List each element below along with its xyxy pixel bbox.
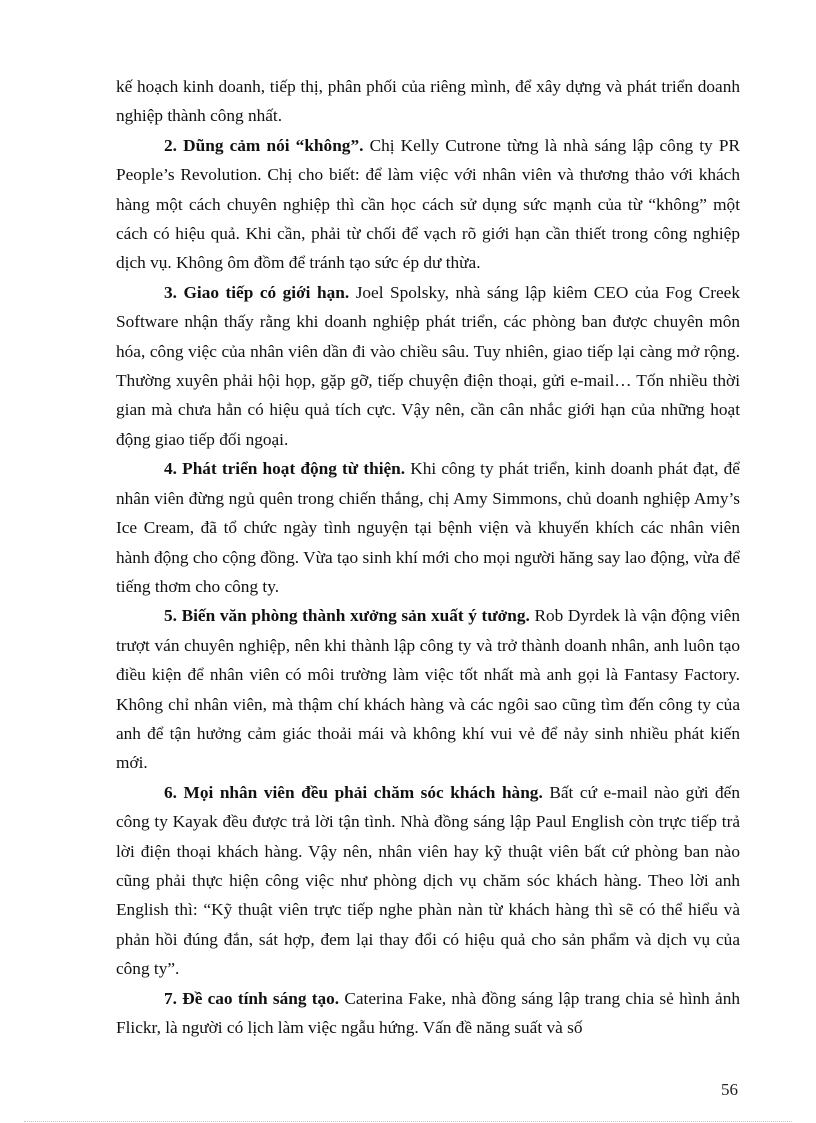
item-heading: 2. Dũng cảm nói “không”. [164,135,364,155]
document-page [116,72,740,1042]
item-paragraph [116,278,740,454]
item-heading: 7. Đề cao tính sáng tạo. [164,988,340,1008]
item-heading: 6. Mọi nhân viên đều phải chăm sóc khách hàng. [164,782,543,802]
item-heading: 5. Biến văn phòng thành xưởng sản xuất ý tưởng. [164,606,530,626]
item-heading: 4. Phát triển hoạt động từ thiện. [164,459,406,479]
page-number: 56 [721,1080,738,1099]
item-paragraph [116,601,740,777]
intro-paragraph: kế hoạch kinh doanh, tiếp thị, phân phối của riêng mình, để xây dựng và phát triển doanh nghiệp thành công nhất. [116,77,740,126]
item-paragraph [116,984,740,1043]
item-body: Bất cứ e-mail nào gửi đến công ty Kayak đều được trả lời tận tình. Nhà đồng sáng lập Paul English còn trực tiếp trả lời điện thoại khách hàng. Vậy nên, nhân viên hay kỹ thuật viên bất cứ phòng ban nào cũng phải thực hiện công việc như phòng dịch vụ chăm sóc khách hàng. Theo lời anh English thì: “Kỹ thuật viên trực tiếp nghe phàn nàn từ khách hàng thì sẽ có thể hiểu và phản hồi đúng đắn, sát hợp, đem lại thay đổi có hiệu quả cho sản phẩm và dịch vụ của công ty”. [116,782,740,979]
item-heading: 3. Giao tiếp có giới hạn. [164,282,350,302]
item-body: Khi công ty phát triển, kinh doanh phát đạt, để nhân viên đừng ngủ quên trong chiến thắng, chị Amy Simmons, chủ doanh nghiệp Amy’s Ice Cream, đã tổ chức ngày tình nguyện tại bệnh viện và khuyến khích các nhân viên hành động cho cộng đồng. Vừa tạo sinh khí mới cho mọi người hăng say lao động, vừa để tiếng thơm cho công ty. [116,459,740,596]
page-border [24,1121,792,1122]
item-body: Caterina Fake, nhà đồng sáng lập trang chia sẻ hình ảnh Flickr, là người có lịch làm việc ngẫu hứng. Vấn đề năng suất và số [116,988,740,1037]
item-paragraph [116,454,740,601]
item-paragraph [116,131,740,278]
item-body: Joel Spolsky, nhà sáng lập kiêm CEO của Fog Creek Software nhận thấy rằng khi doanh nghiệp phát triển, các phòng ban được chuyên môn hóa, công việc của nhân viên dần đi vào chiều sâu. Tuy nhiên, giao tiếp lại càng mở rộng. Thường xuyên phải hội họp, gặp gỡ, tiếp chuyện điện thoại, gửi e-mail… Tốn nhiều thời gian mà chưa hẳn có hiệu quả tích cực. Vậy nên, cần cân nhắc giới hạn của những hoạt động giao tiếp đối ngoại. [116,282,740,449]
item-paragraph [116,778,740,984]
item-body: Rob Dyrdek là vận động viên trượt ván chuyên nghiệp, nên khi thành lập công ty và trở thành doanh nhân, anh luôn tạo điều kiện để nhân viên có môi trường làm việc tốt nhất mà anh gọi là Fantasy Factory. Không chỉ nhân viên, mà thậm chí khách hàng và các ngôi sao cũng tìm đến công ty của anh để tận hưởng cảm giác thoải mái và không khí vui vẻ để nảy sinh nhiều phát kiến mới. [116,606,740,773]
item-body: Chị Kelly Cutrone từng là nhà sáng lập công ty PR People’s Revolution. Chị cho biết: để làm việc với nhân viên và thương thảo với khách hàng một cách chuyên nghiệp thì cần học cách sử dụng sức mạnh của từ “không” một cách có hiệu quả. Khi cần, phải từ chối để vạch rõ giới hạn cần thiết trong công nghiệp dịch vụ. Không ôm đồm để tránh tạo sức ép dư thừa. [116,135,740,273]
